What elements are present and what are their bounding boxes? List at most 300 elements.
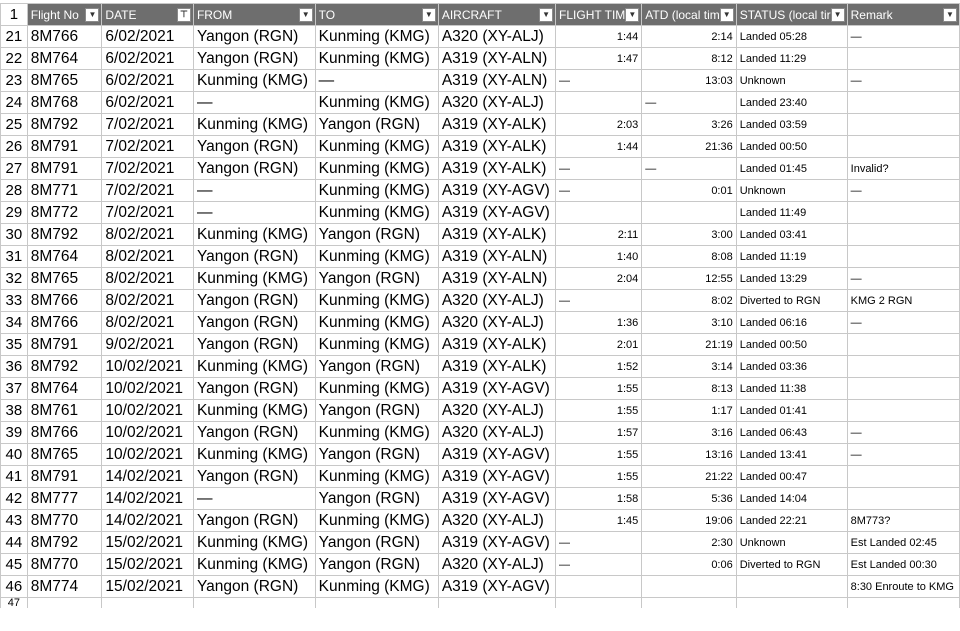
cell-flight-time[interactable] xyxy=(556,202,642,224)
cell-atd[interactable]: 3:14 xyxy=(642,356,736,378)
row-number[interactable]: 31 xyxy=(1,246,28,268)
cell-from[interactable]: Yangon (RGN) xyxy=(193,290,315,312)
row-number[interactable]: 36 xyxy=(1,356,28,378)
cell-date[interactable]: 14/02/2021 xyxy=(102,488,194,510)
cell-flight-time[interactable] xyxy=(556,576,642,598)
cell-flight-time[interactable]: 2:11 xyxy=(556,224,642,246)
cell-flight-time[interactable]: 1:52 xyxy=(556,356,642,378)
cell-atd[interactable]: 21:36 xyxy=(642,136,736,158)
cell-flight-time[interactable]: 1:58 xyxy=(556,488,642,510)
cell-to[interactable]: — xyxy=(315,70,438,92)
cell-status[interactable]: Landed 01:45 xyxy=(736,158,847,180)
cell-aircraft[interactable]: A319 (XY-AGV) xyxy=(438,576,555,598)
cell-status[interactable]: Landed 03:41 xyxy=(736,224,847,246)
cell-to[interactable]: Kunming (KMG) xyxy=(315,510,438,532)
cell-date[interactable]: 14/02/2021 xyxy=(102,510,194,532)
cell-to[interactable]: Kunming (KMG) xyxy=(315,180,438,202)
cell-to[interactable]: Yangon (RGN) xyxy=(315,400,438,422)
row-number[interactable]: 37 xyxy=(1,378,28,400)
cell-flight-time[interactable]: — xyxy=(556,180,642,202)
cell-date[interactable]: 7/02/2021 xyxy=(102,114,194,136)
cell-date[interactable]: 15/02/2021 xyxy=(102,576,194,598)
cell-date[interactable]: 14/02/2021 xyxy=(102,466,194,488)
cell-from[interactable]: Yangon (RGN) xyxy=(193,26,315,48)
cell-to[interactable]: Yangon (RGN) xyxy=(315,224,438,246)
cell-flight-time[interactable]: 1:36 xyxy=(556,312,642,334)
cell-status[interactable]: Unknown xyxy=(736,70,847,92)
cell-to[interactable]: Yangon (RGN) xyxy=(315,532,438,554)
row-number[interactable]: 34 xyxy=(1,312,28,334)
cell-atd[interactable]: 19:06 xyxy=(642,510,736,532)
cell-aircraft[interactable]: A319 (XY-AGV) xyxy=(438,444,555,466)
cell-flight-no[interactable]: 8M791 xyxy=(27,158,102,180)
cell-aircraft[interactable]: A320 (XY-ALJ) xyxy=(438,554,555,576)
cell-flight-time[interactable]: — xyxy=(556,158,642,180)
cell-from[interactable]: Kunming (KMG) xyxy=(193,114,315,136)
filter-dropdown-icon[interactable]: ▼ xyxy=(299,8,313,22)
cell-status[interactable]: Landed 00:50 xyxy=(736,334,847,356)
cell-flight-time[interactable]: — xyxy=(556,70,642,92)
cell-status[interactable]: Landed 14:04 xyxy=(736,488,847,510)
cell-atd[interactable]: 0:01 xyxy=(642,180,736,202)
cell-remark[interactable]: — xyxy=(847,268,959,290)
cell-status[interactable]: Landed 03:59 xyxy=(736,114,847,136)
column-header-aircraft[interactable] xyxy=(438,4,555,26)
cell-aircraft[interactable]: A319 (XY-ALK) xyxy=(438,136,555,158)
empty-cell[interactable] xyxy=(315,598,438,609)
row-number[interactable]: 41 xyxy=(1,466,28,488)
cell-status[interactable]: Landed 00:50 xyxy=(736,136,847,158)
table-row xyxy=(1,246,960,268)
cell-status[interactable]: Landed 06:43 xyxy=(736,422,847,444)
cell-flight-no[interactable]: 8M772 xyxy=(27,202,102,224)
cell-atd[interactable]: 21:22 xyxy=(642,466,736,488)
cell-to[interactable]: Yangon (RGN) xyxy=(315,554,438,576)
table-row xyxy=(1,202,960,224)
cell-date[interactable]: 6/02/2021 xyxy=(102,70,194,92)
empty-cell[interactable] xyxy=(102,598,194,609)
cell-flight-no[interactable]: 8M766 xyxy=(27,312,102,334)
cell-date[interactable]: 6/02/2021 xyxy=(102,92,194,114)
cell-aircraft[interactable]: A320 (XY-ALJ) xyxy=(438,400,555,422)
cell-status[interactable]: Landed 03:36 xyxy=(736,356,847,378)
cell-atd[interactable]: 5:36 xyxy=(642,488,736,510)
cell-to[interactable]: Kunming (KMG) xyxy=(315,378,438,400)
filter-dropdown-icon[interactable]: ▼ xyxy=(720,8,734,22)
row-number[interactable]: 25 xyxy=(1,114,28,136)
cell-remark[interactable]: Est Landed 00:30 xyxy=(847,554,959,576)
cell-date[interactable]: 15/02/2021 xyxy=(102,554,194,576)
cell-aircraft[interactable]: A320 (XY-ALJ) xyxy=(438,92,555,114)
cell-atd[interactable]: 3:16 xyxy=(642,422,736,444)
row-number[interactable]: 40 xyxy=(1,444,28,466)
cell-aircraft[interactable]: A319 (XY-AGV) xyxy=(438,378,555,400)
cell-from[interactable]: Kunming (KMG) xyxy=(193,224,315,246)
cell-to[interactable]: Kunming (KMG) xyxy=(315,26,438,48)
row-number[interactable]: 44 xyxy=(1,532,28,554)
cell-atd[interactable]: 21:19 xyxy=(642,334,736,356)
cell-from[interactable]: Yangon (RGN) xyxy=(193,312,315,334)
cell-flight-no[interactable]: 8M791 xyxy=(27,136,102,158)
cell-remark[interactable] xyxy=(847,466,959,488)
cell-status[interactable]: Landed 22:21 xyxy=(736,510,847,532)
cell-date[interactable]: 10/02/2021 xyxy=(102,400,194,422)
cell-remark[interactable] xyxy=(847,378,959,400)
cell-flight-time[interactable]: — xyxy=(556,532,642,554)
cell-to[interactable]: Kunming (KMG) xyxy=(315,246,438,268)
cell-aircraft[interactable]: A320 (XY-ALJ) xyxy=(438,26,555,48)
column-header-from[interactable] xyxy=(193,4,315,26)
row-number[interactable]: 27 xyxy=(1,158,28,180)
row-number[interactable]: 26 xyxy=(1,136,28,158)
row-number[interactable]: 29 xyxy=(1,202,28,224)
cell-flight-time[interactable]: 1:44 xyxy=(556,136,642,158)
row-number[interactable]: 33 xyxy=(1,290,28,312)
row-number[interactable]: 43 xyxy=(1,510,28,532)
cell-from[interactable]: Yangon (RGN) xyxy=(193,378,315,400)
cell-from[interactable]: Yangon (RGN) xyxy=(193,422,315,444)
cell-status[interactable]: Landed 11:38 xyxy=(736,378,847,400)
cell-status[interactable]: Diverted to RGN xyxy=(736,554,847,576)
cell-aircraft[interactable]: A319 (XY-ALN) xyxy=(438,48,555,70)
empty-cell[interactable] xyxy=(847,598,959,609)
cell-to[interactable]: Kunming (KMG) xyxy=(315,92,438,114)
cell-atd[interactable]: 8:12 xyxy=(642,48,736,70)
cell-flight-no[interactable]: 8M761 xyxy=(27,400,102,422)
filter-dropdown-icon[interactable]: ▼ xyxy=(85,8,99,22)
cell-date[interactable]: 7/02/2021 xyxy=(102,180,194,202)
cell-date[interactable]: 8/02/2021 xyxy=(102,268,194,290)
cell-atd[interactable]: 0:06 xyxy=(642,554,736,576)
cell-to[interactable]: Kunming (KMG) xyxy=(315,334,438,356)
column-header-remark[interactable] xyxy=(847,4,959,26)
table-row xyxy=(1,444,960,466)
column-header-label: FLIGHT TIM xyxy=(559,7,626,22)
cell-remark[interactable]: — xyxy=(847,444,959,466)
cell-date[interactable]: 6/02/2021 xyxy=(102,26,194,48)
cell-date[interactable]: 7/02/2021 xyxy=(102,202,194,224)
cell-flight-no[interactable]: 8M766 xyxy=(27,26,102,48)
cell-to[interactable]: Kunming (KMG) xyxy=(315,312,438,334)
cell-flight-no[interactable]: 8M792 xyxy=(27,356,102,378)
cell-atd[interactable]: — xyxy=(642,158,736,180)
cell-date[interactable]: 10/02/2021 xyxy=(102,356,194,378)
cell-status[interactable]: Landed 00:47 xyxy=(736,466,847,488)
cell-flight-time[interactable]: 1:47 xyxy=(556,48,642,70)
cell-flight-no[interactable]: 8M768 xyxy=(27,92,102,114)
cell-from[interactable]: Yangon (RGN) xyxy=(193,466,315,488)
cell-flight-time[interactable]: 2:04 xyxy=(556,268,642,290)
cell-date[interactable]: 15/02/2021 xyxy=(102,532,194,554)
cell-flight-no[interactable]: 8M764 xyxy=(27,246,102,268)
empty-cell[interactable] xyxy=(736,598,847,609)
cell-remark[interactable] xyxy=(847,334,959,356)
cell-remark[interactable] xyxy=(847,224,959,246)
cell-aircraft[interactable]: A319 (XY-AGV) xyxy=(438,532,555,554)
cell-date[interactable]: 10/02/2021 xyxy=(102,444,194,466)
cell-flight-no[interactable]: 8M766 xyxy=(27,290,102,312)
cell-atd[interactable]: 1:17 xyxy=(642,400,736,422)
cell-from[interactable]: Kunming (KMG) xyxy=(193,532,315,554)
cell-atd[interactable]: 13:03 xyxy=(642,70,736,92)
cell-remark[interactable]: Invalid? xyxy=(847,158,959,180)
cell-flight-time[interactable]: 2:03 xyxy=(556,114,642,136)
row-number[interactable]: 1 xyxy=(1,4,28,26)
cell-from[interactable]: Kunming (KMG) xyxy=(193,70,315,92)
cell-flight-no[interactable]: 8M771 xyxy=(27,180,102,202)
cell-flight-time[interactable]: — xyxy=(556,554,642,576)
filter-dropdown-icon[interactable]: ▼ xyxy=(831,8,845,22)
cell-from[interactable]: Yangon (RGN) xyxy=(193,576,315,598)
cell-flight-time[interactable]: 2:01 xyxy=(556,334,642,356)
cell-atd[interactable]: 3:00 xyxy=(642,224,736,246)
row-number[interactable]: 28 xyxy=(1,180,28,202)
row-number[interactable]: 22 xyxy=(1,48,28,70)
cell-atd[interactable]: 3:10 xyxy=(642,312,736,334)
cell-remark[interactable] xyxy=(847,48,959,70)
empty-cell[interactable] xyxy=(556,598,642,609)
filter-dropdown-icon[interactable]: ▼ xyxy=(422,8,436,22)
cell-aircraft[interactable]: A319 (XY-AGV) xyxy=(438,488,555,510)
cell-remark[interactable] xyxy=(847,92,959,114)
column-header-atd[interactable] xyxy=(642,4,736,26)
cell-to[interactable]: Kunming (KMG) xyxy=(315,136,438,158)
cell-flight-time[interactable] xyxy=(556,92,642,114)
cell-status[interactable]: Landed 01:41 xyxy=(736,400,847,422)
column-header-label: AIRCRAFT xyxy=(441,7,502,22)
cell-flight-no[interactable]: 8M764 xyxy=(27,48,102,70)
cell-flight-time[interactable]: 1:40 xyxy=(556,246,642,268)
cell-flight-time[interactable]: 1:57 xyxy=(556,422,642,444)
cell-aircraft[interactable]: A319 (XY-ALK) xyxy=(438,158,555,180)
cell-status[interactable]: Landed 13:41 xyxy=(736,444,847,466)
cell-from[interactable]: Kunming (KMG) xyxy=(193,444,315,466)
cell-flight-no[interactable]: 8M791 xyxy=(27,466,102,488)
cell-aircraft[interactable]: A319 (XY-ALN) xyxy=(438,70,555,92)
row-number[interactable]: 45 xyxy=(1,554,28,576)
cell-date[interactable]: 10/02/2021 xyxy=(102,378,194,400)
cell-to[interactable]: Kunming (KMG) xyxy=(315,48,438,70)
cell-status[interactable]: Landed 13:29 xyxy=(736,268,847,290)
cell-remark[interactable] xyxy=(847,246,959,268)
cell-from[interactable]: Kunming (KMG) xyxy=(193,356,315,378)
cell-from[interactable]: Kunming (KMG) xyxy=(193,400,315,422)
cell-status[interactable]: Landed 11:19 xyxy=(736,246,847,268)
row-number[interactable]: 32 xyxy=(1,268,28,290)
cell-to[interactable]: Kunming (KMG) xyxy=(315,576,438,598)
cell-to[interactable]: Kunming (KMG) xyxy=(315,422,438,444)
cell-flight-no[interactable]: 8M777 xyxy=(27,488,102,510)
cell-remark[interactable]: — xyxy=(847,70,959,92)
row-number[interactable]: 39 xyxy=(1,422,28,444)
cell-flight-no[interactable]: 8M765 xyxy=(27,70,102,92)
cell-from[interactable]: — xyxy=(193,180,315,202)
cell-from[interactable]: Kunming (KMG) xyxy=(193,554,315,576)
cell-status[interactable]: Unknown xyxy=(736,532,847,554)
cell-date[interactable]: 8/02/2021 xyxy=(102,290,194,312)
cell-remark[interactable] xyxy=(847,136,959,158)
cell-flight-time[interactable]: — xyxy=(556,290,642,312)
cell-from[interactable]: — xyxy=(193,488,315,510)
cell-from[interactable]: Yangon (RGN) xyxy=(193,48,315,70)
cell-atd[interactable]: 8:02 xyxy=(642,290,736,312)
table-row xyxy=(1,576,960,598)
filter-dropdown-icon[interactable]: ▼ xyxy=(943,8,957,22)
row-number[interactable]: 38 xyxy=(1,400,28,422)
cell-atd[interactable] xyxy=(642,202,736,224)
cell-status[interactable] xyxy=(736,576,847,598)
cell-remark[interactable]: — xyxy=(847,422,959,444)
cell-remark[interactable]: 8:30 Enroute to KMG xyxy=(847,576,959,598)
cell-remark[interactable] xyxy=(847,202,959,224)
table-row xyxy=(1,290,960,312)
empty-cell[interactable] xyxy=(438,598,555,609)
cell-atd[interactable]: 13:16 xyxy=(642,444,736,466)
cell-flight-time[interactable]: 1:55 xyxy=(556,444,642,466)
cell-flight-no[interactable]: 8M765 xyxy=(27,444,102,466)
cell-aircraft[interactable]: A320 (XY-ALJ) xyxy=(438,510,555,532)
cell-status[interactable]: Landed 11:49 xyxy=(736,202,847,224)
cell-flight-no[interactable]: 8M764 xyxy=(27,378,102,400)
cell-atd[interactable]: 2:30 xyxy=(642,532,736,554)
cell-flight-no[interactable]: 8M792 xyxy=(27,114,102,136)
row-number[interactable]: 35 xyxy=(1,334,28,356)
empty-cell[interactable] xyxy=(27,598,102,609)
cell-flight-no[interactable]: 8M766 xyxy=(27,422,102,444)
cell-flight-time[interactable]: 1:55 xyxy=(556,400,642,422)
cell-date[interactable]: 10/02/2021 xyxy=(102,422,194,444)
cell-date[interactable]: 6/02/2021 xyxy=(102,48,194,70)
cell-aircraft[interactable]: A319 (XY-AGV) xyxy=(438,180,555,202)
row-number[interactable]: 42 xyxy=(1,488,28,510)
cell-remark[interactable]: KMG 2 RGN xyxy=(847,290,959,312)
spreadsheet-grid xyxy=(0,3,960,608)
cell-status[interactable]: Landed 05:28 xyxy=(736,26,847,48)
cell-remark[interactable]: — xyxy=(847,26,959,48)
cell-aircraft[interactable]: A319 (XY-AGV) xyxy=(438,202,555,224)
cell-aircraft[interactable]: A320 (XY-ALJ) xyxy=(438,422,555,444)
cell-date[interactable]: 9/02/2021 xyxy=(102,334,194,356)
cell-flight-time[interactable]: 1:55 xyxy=(556,378,642,400)
cell-flight-no[interactable]: 8M791 xyxy=(27,334,102,356)
cell-aircraft[interactable]: A319 (XY-ALK) xyxy=(438,334,555,356)
cell-from[interactable]: Yangon (RGN) xyxy=(193,334,315,356)
cell-atd[interactable] xyxy=(642,576,736,598)
cell-atd[interactable]: — xyxy=(642,92,736,114)
cell-date[interactable]: 8/02/2021 xyxy=(102,246,194,268)
column-header-to[interactable] xyxy=(315,4,438,26)
cell-remark[interactable] xyxy=(847,114,959,136)
cell-status[interactable]: Landed 11:29 xyxy=(736,48,847,70)
row-number[interactable]: 46 xyxy=(1,576,28,598)
cell-atd[interactable]: 12:55 xyxy=(642,268,736,290)
cell-flight-no[interactable]: 8M770 xyxy=(27,554,102,576)
cell-to[interactable]: Kunming (KMG) xyxy=(315,158,438,180)
cell-from[interactable]: Yangon (RGN) xyxy=(193,158,315,180)
cell-flight-no[interactable]: 8M774 xyxy=(27,576,102,598)
row-number[interactable]: 47 xyxy=(1,598,28,609)
cell-to[interactable]: Kunming (KMG) xyxy=(315,290,438,312)
cell-date[interactable]: 7/02/2021 xyxy=(102,158,194,180)
cell-atd[interactable]: 8:08 xyxy=(642,246,736,268)
cell-remark[interactable] xyxy=(847,488,959,510)
empty-cell[interactable] xyxy=(193,598,315,609)
column-header-status[interactable] xyxy=(736,4,847,26)
cell-flight-no[interactable]: 8M765 xyxy=(27,268,102,290)
column-header-date[interactable] xyxy=(102,4,194,26)
cell-atd[interactable]: 2:14 xyxy=(642,26,736,48)
row-number[interactable]: 23 xyxy=(1,70,28,92)
row-number[interactable]: 30 xyxy=(1,224,28,246)
cell-remark[interactable]: 8M773? xyxy=(847,510,959,532)
filter-dropdown-icon[interactable]: ▼ xyxy=(539,8,553,22)
cell-flight-time[interactable]: 1:55 xyxy=(556,466,642,488)
cell-to[interactable]: Kunming (KMG) xyxy=(315,202,438,224)
cell-status[interactable]: Diverted to RGN xyxy=(736,290,847,312)
cell-aircraft[interactable]: A320 (XY-ALJ) xyxy=(438,290,555,312)
cell-status[interactable]: Landed 06:16 xyxy=(736,312,847,334)
cell-from[interactable]: Yangon (RGN) xyxy=(193,246,315,268)
row-number[interactable]: 24 xyxy=(1,92,28,114)
cell-flight-time[interactable]: 1:45 xyxy=(556,510,642,532)
cell-flight-no[interactable]: 8M770 xyxy=(27,510,102,532)
filter-dropdown-icon[interactable]: ▼ xyxy=(625,8,639,22)
cell-from[interactable]: — xyxy=(193,92,315,114)
cell-date[interactable]: 8/02/2021 xyxy=(102,312,194,334)
table-row xyxy=(1,532,960,554)
cell-aircraft[interactable]: A319 (XY-ALK) xyxy=(438,114,555,136)
filter-applied-icon[interactable]: ⊤ xyxy=(177,8,191,22)
cell-to[interactable]: Kunming (KMG) xyxy=(315,466,438,488)
cell-aircraft[interactable]: A319 (XY-ALK) xyxy=(438,356,555,378)
cell-remark[interactable]: Est Landed 02:45 xyxy=(847,532,959,554)
cell-aircraft[interactable]: A320 (XY-ALJ) xyxy=(438,312,555,334)
cell-remark[interactable] xyxy=(847,356,959,378)
cell-remark[interactable]: — xyxy=(847,312,959,334)
cell-to[interactable]: Yangon (RGN) xyxy=(315,268,438,290)
cell-flight-time[interactable]: 1:44 xyxy=(556,26,642,48)
cell-aircraft[interactable]: A319 (XY-ALN) xyxy=(438,246,555,268)
cell-atd[interactable]: 8:13 xyxy=(642,378,736,400)
cell-from[interactable]: Kunming (KMG) xyxy=(193,268,315,290)
cell-aircraft[interactable]: A319 (XY-ALK) xyxy=(438,224,555,246)
cell-to[interactable]: Yangon (RGN) xyxy=(315,114,438,136)
cell-aircraft[interactable]: A319 (XY-ALN) xyxy=(438,268,555,290)
row-number[interactable]: 21 xyxy=(1,26,28,48)
empty-cell[interactable] xyxy=(642,598,736,609)
cell-flight-no[interactable]: 8M792 xyxy=(27,532,102,554)
cell-from[interactable]: — xyxy=(193,202,315,224)
cell-from[interactable]: Yangon (RGN) xyxy=(193,136,315,158)
cell-atd[interactable]: 3:26 xyxy=(642,114,736,136)
cell-flight-no[interactable]: 8M792 xyxy=(27,224,102,246)
column-header-flight-no[interactable] xyxy=(27,4,102,26)
cell-remark[interactable]: — xyxy=(847,180,959,202)
column-header-flight-time[interactable] xyxy=(556,4,642,26)
cell-date[interactable]: 8/02/2021 xyxy=(102,224,194,246)
cell-status[interactable]: Unknown xyxy=(736,180,847,202)
table-row xyxy=(1,422,960,444)
cell-from[interactable]: Yangon (RGN) xyxy=(193,510,315,532)
cell-to[interactable]: Yangon (RGN) xyxy=(315,356,438,378)
cell-to[interactable]: Yangon (RGN) xyxy=(315,488,438,510)
column-header-label: Remark xyxy=(850,7,893,22)
cell-remark[interactable] xyxy=(847,400,959,422)
cell-aircraft[interactable]: A319 (XY-AGV) xyxy=(438,466,555,488)
cell-status[interactable]: Landed 23:40 xyxy=(736,92,847,114)
cell-to[interactable]: Yangon (RGN) xyxy=(315,444,438,466)
cell-date[interactable]: 7/02/2021 xyxy=(102,136,194,158)
